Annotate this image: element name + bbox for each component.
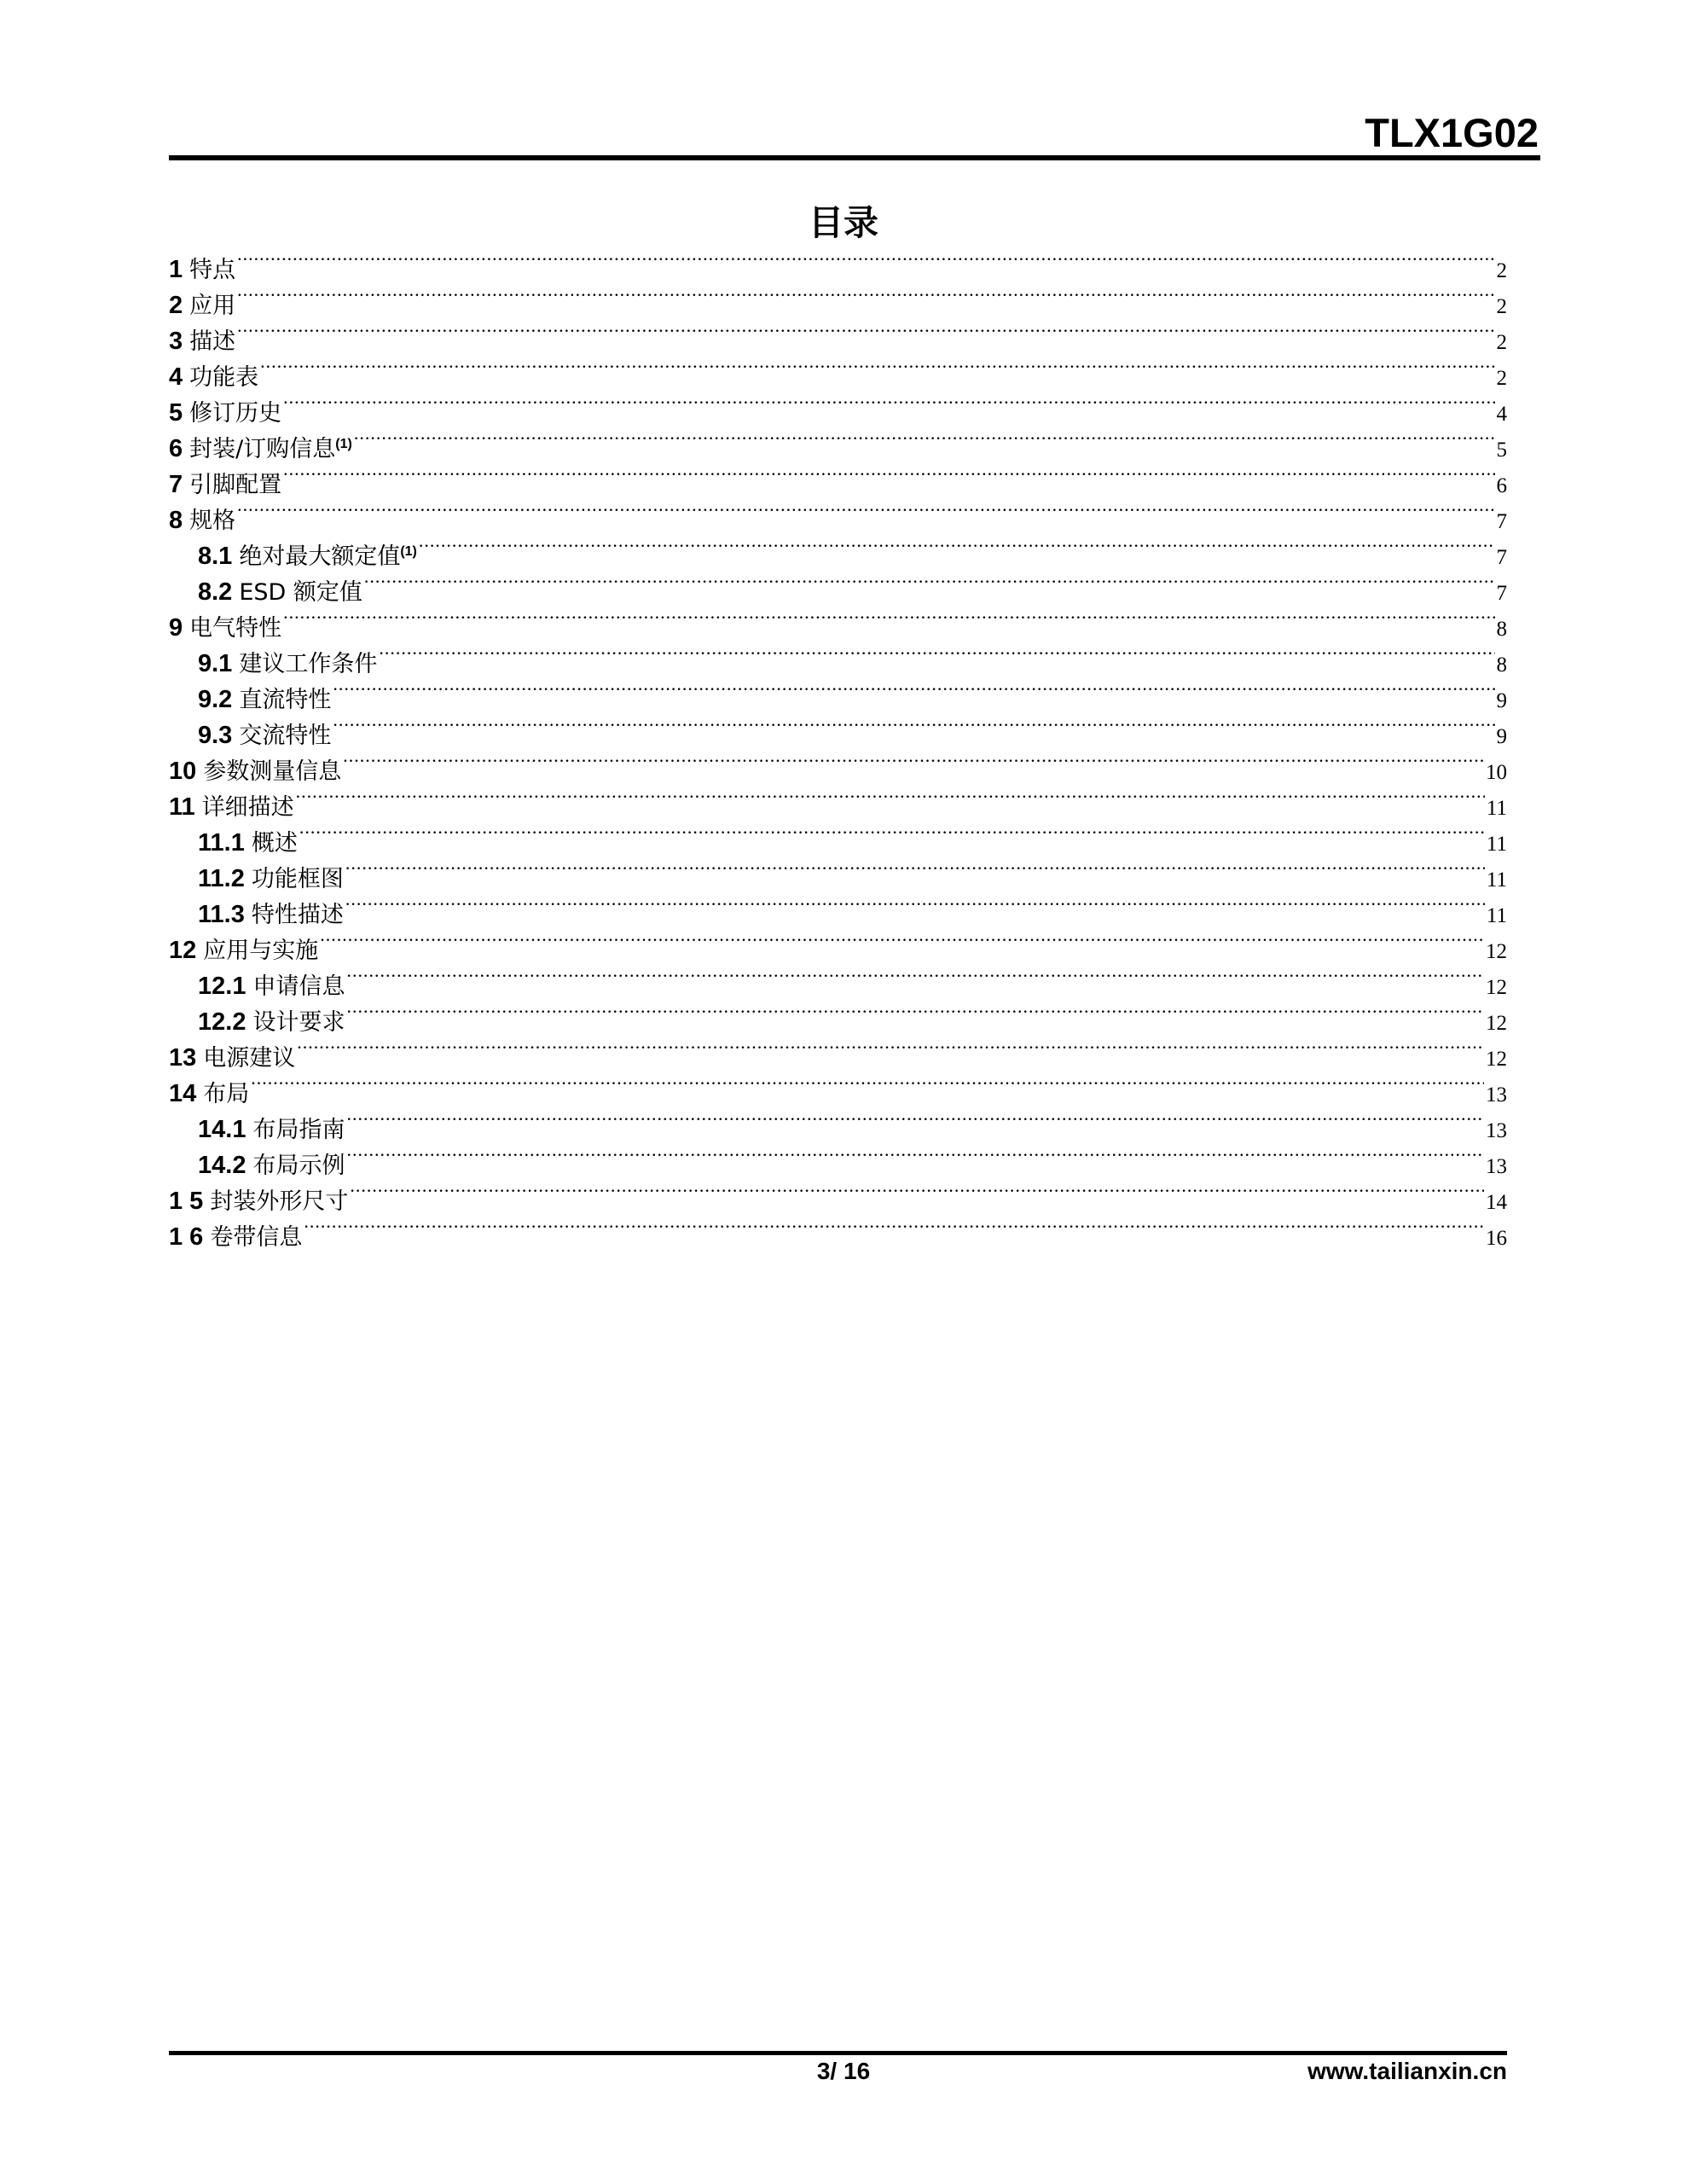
toc-entry-page: 7	[1496, 510, 1507, 533]
toc-entry-label-text: 特点	[189, 257, 236, 283]
toc-entry-page: 12	[1486, 976, 1507, 999]
toc-entry-page: 7	[1496, 546, 1507, 569]
website-link[interactable]: www.tailianxin.cn	[1307, 2058, 1507, 2084]
toc-entry-label-text: 布局指南	[252, 1117, 345, 1143]
toc-entry-label-text: 修订历史	[189, 400, 282, 427]
toc-entry-page: 10	[1486, 761, 1507, 784]
page-number: 3/ 16	[816, 2058, 871, 2084]
toc-entry-page: 13	[1486, 1083, 1507, 1107]
toc-entry-label-text: 引脚配置	[189, 472, 282, 498]
toc-entry-label	[189, 611, 281, 647]
toc-entry-page: 13	[1486, 1155, 1507, 1178]
toc-dot-leader	[343, 743, 1484, 779]
toc-dot-leader	[364, 564, 1495, 600]
toc-entry[interactable]	[169, 1173, 1507, 1215]
toc-dot-leader	[333, 707, 1494, 743]
toc-entry-page: 6	[1496, 474, 1507, 497]
toc-entry-label-text: 封装外形尺寸	[210, 1188, 349, 1215]
toc-entry-label-text: 建议工作条件	[239, 651, 378, 677]
toc-dot-leader	[345, 851, 1485, 886]
toc-entry-label-text: 参数测量信息	[203, 758, 342, 785]
toc-entry[interactable]	[169, 1066, 1507, 1107]
toc-entry-page: 7	[1496, 582, 1507, 605]
toc-entry-page: 16	[1486, 1227, 1507, 1250]
toc-entry-label-text: 规格	[189, 508, 236, 534]
toc-entry[interactable]	[169, 779, 1507, 821]
toc-entry[interactable]	[169, 815, 1507, 857]
toc-entry-page: 12	[1486, 1012, 1507, 1035]
toc-entry-number: 12.2	[198, 1008, 246, 1036]
toc-entry[interactable]	[169, 313, 1507, 355]
toc-entry-number: 9.1	[198, 650, 233, 677]
toc-entry[interactable]	[169, 528, 1507, 570]
footnote-marker: (1)	[400, 544, 417, 559]
toc-entry[interactable]	[169, 241, 1507, 283]
toc-entry-page: 9	[1496, 725, 1507, 748]
toc-entry-label-text: ESD 额定值	[239, 579, 362, 606]
toc-entry[interactable]	[169, 922, 1507, 964]
toc-entry-page: 13	[1486, 1119, 1507, 1142]
toc-dot-leader	[283, 385, 1494, 421]
toc-entry-number: 11.1	[198, 829, 245, 857]
toc-entry-label	[252, 1148, 345, 1184]
toc-entry[interactable]	[169, 1030, 1507, 1072]
toc-entry-label-text: 概述	[251, 830, 298, 857]
toc-entry-page: 9	[1496, 689, 1507, 712]
toc-entry-number: 3	[169, 328, 183, 355]
toc-entry-label	[252, 969, 345, 1005]
toc-dot-leader	[297, 1030, 1484, 1066]
toc-entry-number: 12	[169, 937, 197, 964]
toc-entry-label-text: 绝对最大额定值	[239, 543, 401, 570]
toc-entry-label	[239, 682, 331, 718]
toc-dot-leader	[350, 1173, 1484, 1209]
toc-entry-label	[203, 933, 318, 969]
toc-entry[interactable]	[169, 349, 1507, 391]
toc-entry[interactable]	[169, 886, 1507, 928]
document-title: TLX1G02	[1365, 110, 1539, 155]
toc-dot-leader	[333, 671, 1494, 707]
toc-dot-leader	[379, 636, 1494, 671]
toc-entry-label-text: 描述	[189, 328, 236, 355]
toc-entry[interactable]	[169, 671, 1507, 713]
toc-entry-number: 12.1	[198, 973, 246, 1000]
toc-entry-label-text: 直流特性	[239, 687, 332, 713]
toc-dot-leader	[346, 958, 1484, 994]
toc-entry-label-text: 交流特性	[239, 723, 332, 749]
header-rule	[169, 155, 1540, 160]
toc-dot-leader	[260, 349, 1494, 385]
toc-entry-number: 8.1	[198, 543, 233, 570]
toc-dot-leader	[283, 456, 1494, 492]
toc-entry-number: 11	[169, 793, 195, 821]
toc-entry-number: 2	[169, 292, 183, 319]
toc-entry-label-text: 功能表	[189, 364, 259, 391]
toc-dot-leader	[237, 313, 1494, 349]
toc-entry[interactable]	[169, 743, 1507, 785]
toc-entry-label	[189, 253, 235, 288]
toc-entry-label	[189, 324, 235, 360]
toc-entry-label-text: 电源建议	[203, 1045, 296, 1072]
toc-entry-label-text: 布局示例	[252, 1153, 345, 1179]
toc-entry-number: 9.2	[198, 686, 233, 713]
toc-entry-number: 8	[169, 507, 183, 534]
toc-entry-label-text: 应用与实施	[203, 938, 319, 964]
toc-entry-page: 14	[1486, 1191, 1507, 1214]
toc-dot-leader	[296, 779, 1485, 815]
toc-entry-label	[202, 790, 294, 826]
toc-entry-label	[252, 1112, 345, 1148]
toc-dot-leader	[299, 815, 1485, 851]
toc-entry[interactable]	[169, 1101, 1507, 1143]
toc-entry-number: 11.2	[198, 865, 245, 892]
toc-entry-number: 13	[169, 1044, 197, 1072]
toc-entry-label	[239, 718, 331, 754]
toc-entry-label-text: 详细描述	[201, 794, 294, 821]
toc-entry-label	[189, 360, 258, 396]
toc-entry[interactable]	[169, 421, 1507, 462]
toc-entry-page: 11	[1486, 797, 1507, 820]
toc-entry[interactable]	[169, 600, 1507, 642]
toc-entry[interactable]	[169, 277, 1507, 319]
toc-entry-number: 1 6	[169, 1223, 204, 1251]
toc-entry[interactable]	[169, 1209, 1507, 1251]
toc-entry-label-text: 特性描述	[251, 902, 344, 928]
toc-entry[interactable]	[169, 564, 1507, 606]
toc-entry-number: 4	[169, 363, 183, 391]
toc-entry-number: 6	[169, 435, 183, 462]
toc-entry-number: 9.3	[198, 722, 233, 749]
toc-entry-label-text: 布局	[203, 1081, 250, 1107]
toc-entry-label	[252, 826, 298, 862]
toc-dot-leader	[237, 241, 1494, 277]
footer-rule	[169, 2051, 1507, 2055]
toc-entry[interactable]	[169, 385, 1507, 427]
toc-entry[interactable]	[169, 958, 1507, 1000]
toc-entry-number: 9	[169, 614, 183, 642]
toc-entry-page: 11	[1486, 833, 1507, 856]
toc-entry-label-text: 电气特性	[189, 615, 282, 642]
toc-dot-leader	[237, 492, 1494, 528]
toc-entry-label-text: 设计要求	[252, 1009, 345, 1036]
toc-dot-leader	[283, 600, 1494, 636]
footnote-marker: (1)	[335, 437, 352, 451]
toc-heading: 目录	[809, 202, 878, 243]
toc-entry[interactable]	[169, 456, 1507, 498]
toc-dot-leader	[346, 1101, 1484, 1137]
toc-entry-page: 2	[1496, 331, 1507, 354]
toc-entry-page: 4	[1496, 403, 1507, 426]
toc-dot-leader	[346, 1137, 1484, 1173]
toc-entry-number: 5	[169, 399, 183, 427]
toc-entry-page: 11	[1486, 904, 1507, 927]
toc-entry-label	[189, 503, 235, 539]
toc-entry-number: 7	[169, 471, 183, 498]
toc-dot-leader	[251, 1066, 1484, 1101]
toc-entry[interactable]	[169, 851, 1507, 892]
toc-entry-page: 11	[1486, 868, 1507, 892]
toc-entry-number: 14	[169, 1080, 197, 1107]
toc-entry-page: 12	[1486, 1048, 1507, 1071]
toc-entry-page: 2	[1496, 295, 1507, 318]
toc-entry-label-text: 卷带信息	[210, 1224, 303, 1251]
toc-entry-page: 5	[1496, 439, 1507, 462]
toc-entry-label-text: 应用	[189, 293, 236, 319]
toc-entry[interactable]	[169, 636, 1507, 677]
toc-entry-page: 2	[1496, 367, 1507, 390]
toc-dot-leader	[419, 528, 1495, 564]
toc-entry-label-text: 申请信息	[252, 973, 345, 1000]
toc-entry-number: 14.1	[198, 1116, 246, 1143]
toc-dot-leader	[354, 421, 1495, 456]
toc-entry-number: 8.2	[198, 578, 233, 606]
toc-entry-number: 11.3	[198, 901, 245, 928]
toc-dot-leader	[237, 277, 1494, 313]
toc-entry-number: 1 5	[169, 1188, 204, 1215]
toc-entry-label-text: 功能框图	[251, 866, 344, 892]
toc-entry[interactable]	[169, 492, 1507, 534]
toc-dot-leader	[345, 886, 1485, 922]
toc-entry-number: 1	[169, 256, 183, 283]
toc-entry[interactable]	[169, 1137, 1507, 1179]
toc-dot-leader	[304, 1209, 1484, 1245]
toc-entry[interactable]	[169, 994, 1507, 1036]
toc-entry-page: 12	[1486, 940, 1507, 963]
toc-entry-label-text: 封装/订购信息	[189, 436, 336, 462]
toc-entry-label	[252, 862, 344, 897]
toc-entry-number: 10	[169, 758, 197, 785]
toc-entry-label	[210, 1220, 302, 1256]
toc-dot-leader	[320, 922, 1484, 958]
toc-entry-page: 8	[1496, 618, 1507, 641]
toc-entry-label	[203, 1077, 249, 1112]
toc-entry-number: 14.2	[198, 1152, 246, 1179]
table-of-contents	[169, 241, 1507, 1251]
toc-dot-leader	[346, 994, 1484, 1030]
toc-entry[interactable]	[169, 707, 1507, 749]
toc-entry-label	[189, 288, 235, 324]
toc-entry-page: 2	[1496, 259, 1507, 282]
toc-entry-page: 8	[1496, 653, 1507, 677]
